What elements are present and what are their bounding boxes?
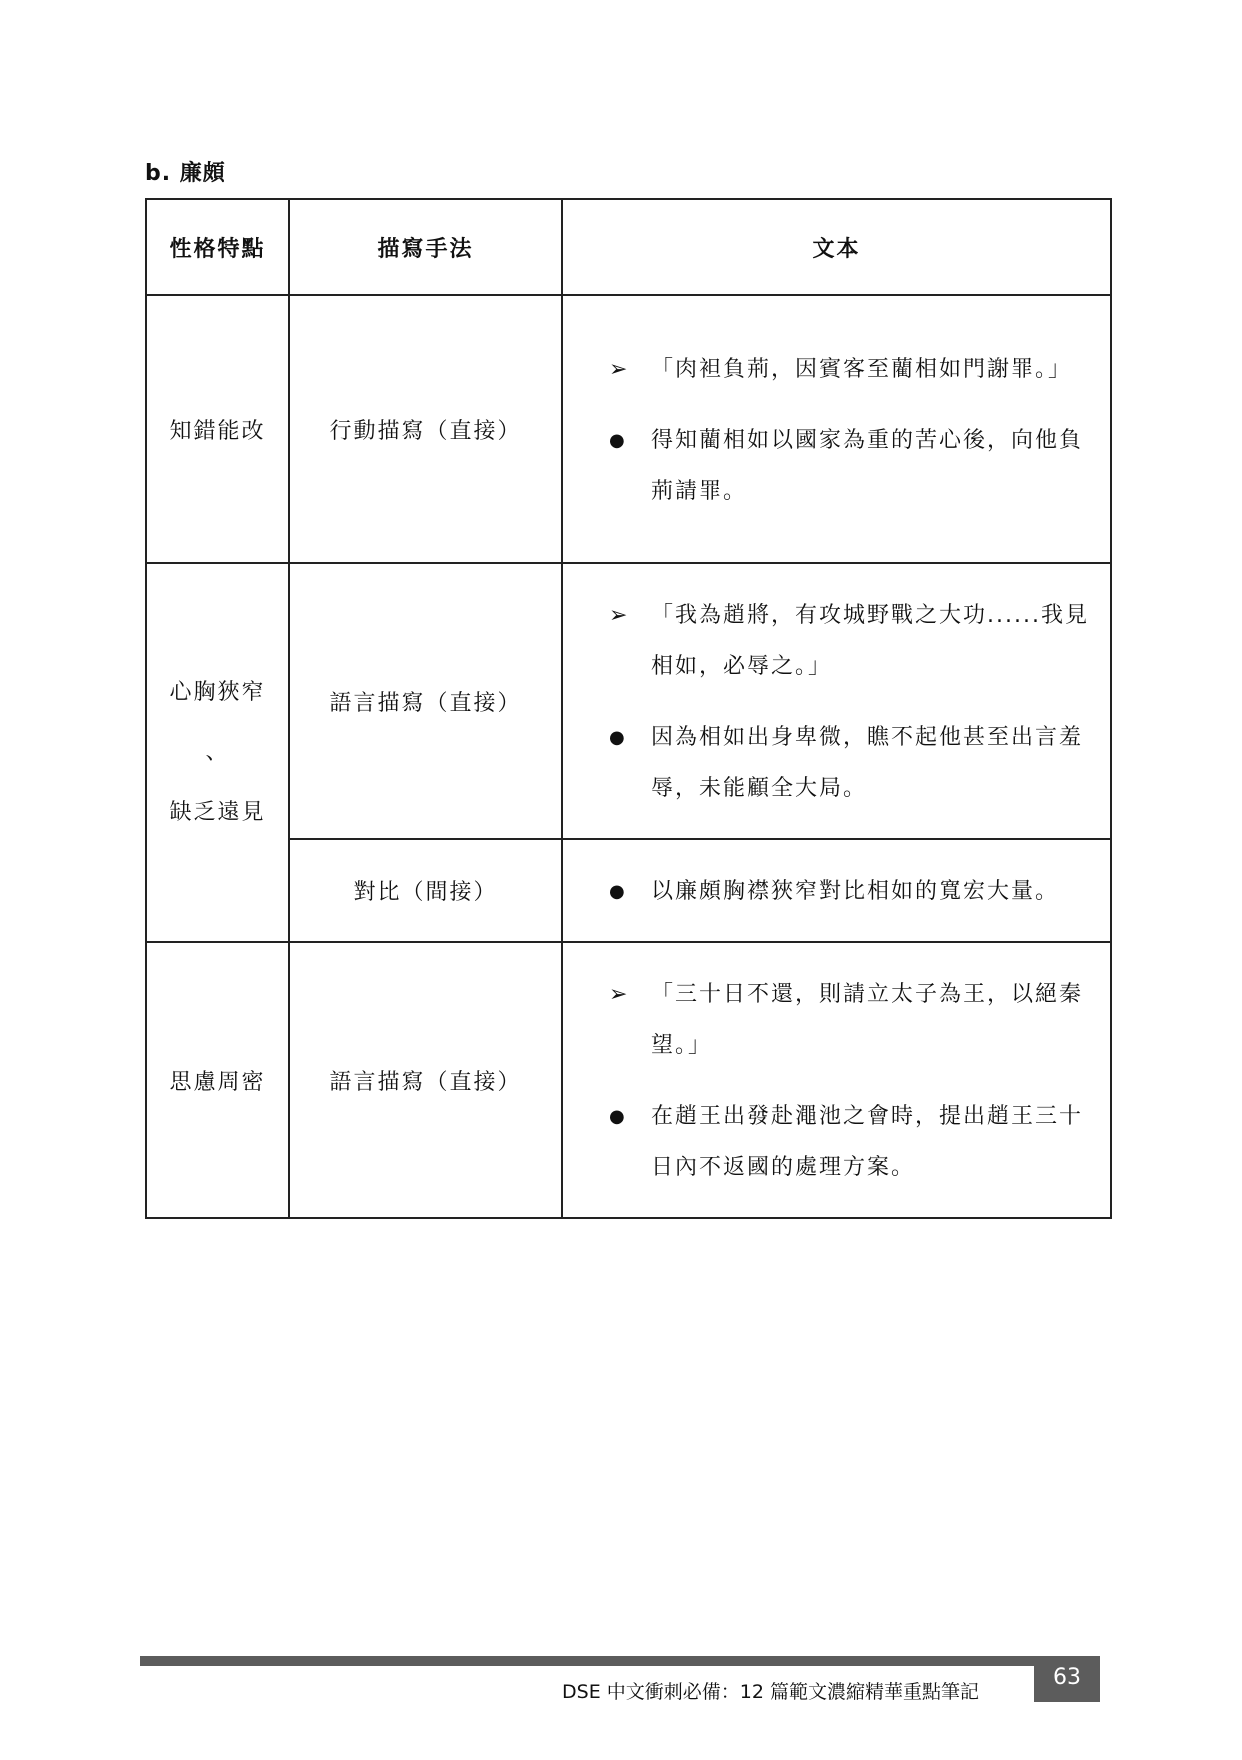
- text-cell: [562, 839, 1111, 942]
- text-cell: [562, 563, 1111, 839]
- text-cell: [562, 295, 1111, 563]
- explanation-entry: [609, 866, 1100, 917]
- explanation-text: 因為相如出身卑微，瞧不起他甚至出言羞辱，未能顧全大局。: [651, 725, 1084, 801]
- trait-line: 缺乏遠見: [169, 799, 266, 825]
- quote-entry: [609, 590, 1100, 692]
- header-method: 描寫手法: [289, 199, 562, 295]
- method-cell: 對比（間接）: [289, 839, 562, 942]
- explanation-entry: [609, 415, 1100, 517]
- trait-cell: [146, 563, 289, 942]
- explanation-text: 在趙王出發赴澠池之會時，提出趙王三十日內不返國的處理方案。: [651, 1104, 1084, 1180]
- arrow-bullet-icon: ➢: [609, 982, 630, 1007]
- arrow-bullet-icon: ➢: [609, 356, 630, 382]
- dot-bullet-icon: ●: [609, 429, 627, 451]
- quote-text: 「三十日不還，則請立太子為王，以絕秦望。」: [651, 982, 1084, 1058]
- explanation-entry: [609, 712, 1100, 814]
- method-cell: 語言描寫（直接）: [289, 942, 562, 1218]
- table-row: [146, 563, 1111, 839]
- explanation-entry: [609, 1091, 1100, 1193]
- trait-line: 心胸狹窄: [169, 679, 266, 705]
- dot-bullet-icon: ●: [609, 727, 627, 748]
- arrow-bullet-icon: ➢: [609, 603, 630, 628]
- trait-cell: 知錯能改: [146, 295, 289, 563]
- text-cell: [562, 942, 1111, 1218]
- quote-entry: [609, 344, 1100, 395]
- table-row: [146, 295, 1111, 563]
- page-number: 63: [1034, 1656, 1100, 1702]
- trait-cell: 思慮周密: [146, 942, 289, 1218]
- footer-rule: [140, 1656, 1100, 1666]
- footer-book-title: DSE 中文衝刺必備：12 篇範文濃縮精華重點筆記: [562, 1681, 979, 1703]
- explanation-text: 得知藺相如以國家為重的苦心後，向他負荊請罪。: [651, 427, 1084, 504]
- table-header-row: [146, 199, 1111, 295]
- method-cell: 行動描寫（直接）: [289, 295, 562, 563]
- method-cell: 語言描寫（直接）: [289, 563, 562, 839]
- dot-bullet-icon: ●: [609, 881, 627, 902]
- explanation-text: 以廉頗胸襟狹窄對比相如的寬宏大量。: [651, 879, 1060, 904]
- quote-text: 「我為趙將，有攻城野戰之大功......我見相如，必辱之。」: [651, 603, 1089, 679]
- quote-text: 「肉袒負荊，因賓客至藺相如門謝罪。」: [651, 356, 1073, 382]
- trait-line: 、: [205, 739, 230, 765]
- notes-table: [145, 198, 1112, 1219]
- section-title: b. 廉頗: [145, 161, 226, 186]
- quote-entry: [609, 969, 1100, 1071]
- header-text: 文本: [562, 199, 1111, 295]
- header-trait: 性格特點: [146, 199, 289, 295]
- table-row: [146, 942, 1111, 1218]
- table-row: [146, 839, 1111, 942]
- dot-bullet-icon: ●: [609, 1106, 627, 1127]
